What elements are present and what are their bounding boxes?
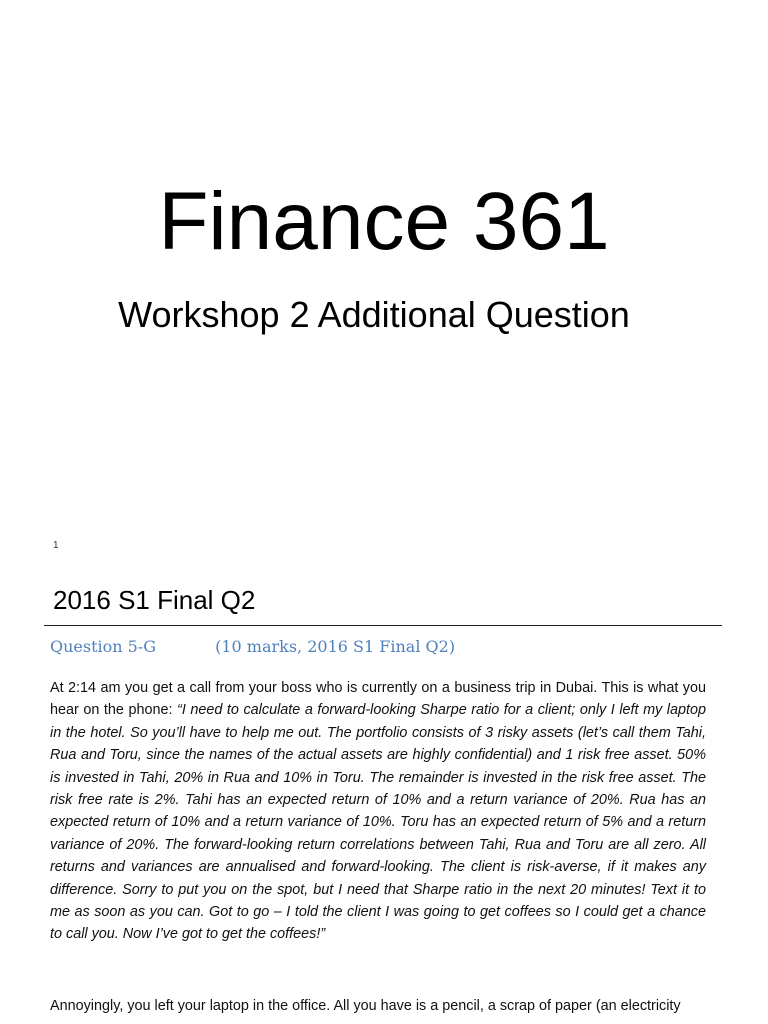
followup-paragraph: Annoyingly, you left your laptop in the office. All you have is a pencil, a scrap of paper (an electricity [50,998,681,1014]
heading-divider [44,625,722,626]
question-marks: (10 marks, 2016 S1 Final Q2) [215,637,456,656]
slide-number: 1 [53,540,59,551]
section-heading: 2016 S1 Final Q2 [53,585,256,615]
question-paragraph [50,677,706,946]
question-id: Question 5-G [50,637,157,656]
question-header [50,635,455,659]
boss-quote: “I need to calculate a forward-looking Sharpe ratio for a client; only I left my laptop in the hotel. So you’ll have to help me out. The portfolio consists of 3 risky assets (let’s call them Tahi, Rua and Toru, since the names of the actual assets are highly confidential) and 1 risk free asset. 50% is invested in Tahi, 20% in Rua and 10% in Toru. The remainder is invested in the risk free asset. The risk free rate is 2%. Tahi has an expected return of 10% and a return variance of 20%. Rua has an expected return of 10% and a return variance of 10%. Toru has an expected return of 5% and a return variance of 20%. The forward-looking return correlations between Tahi, Rua and Toru are all zero. All returns and variances are annualised and forward-looking. The client is risk-averse, if it makes any difference. Sorry to put you on the spot, but I need that Sharpe ratio in the next 20 minutes! Text it to me as soon as you can. Got to go – I told the client I was going to get coffees so I could get a chance to call you. Now I’ve got to get the coffees!” [50,702,707,943]
slide-subtitle: Workshop 2 Additional Question [118,294,630,335]
slide-title: Finance 361 [158,176,610,267]
question-intro: At 2:14 am you get a call from your boss who is currently on a business trip in Dubai. This is what you hear on the phone: [50,680,706,719]
